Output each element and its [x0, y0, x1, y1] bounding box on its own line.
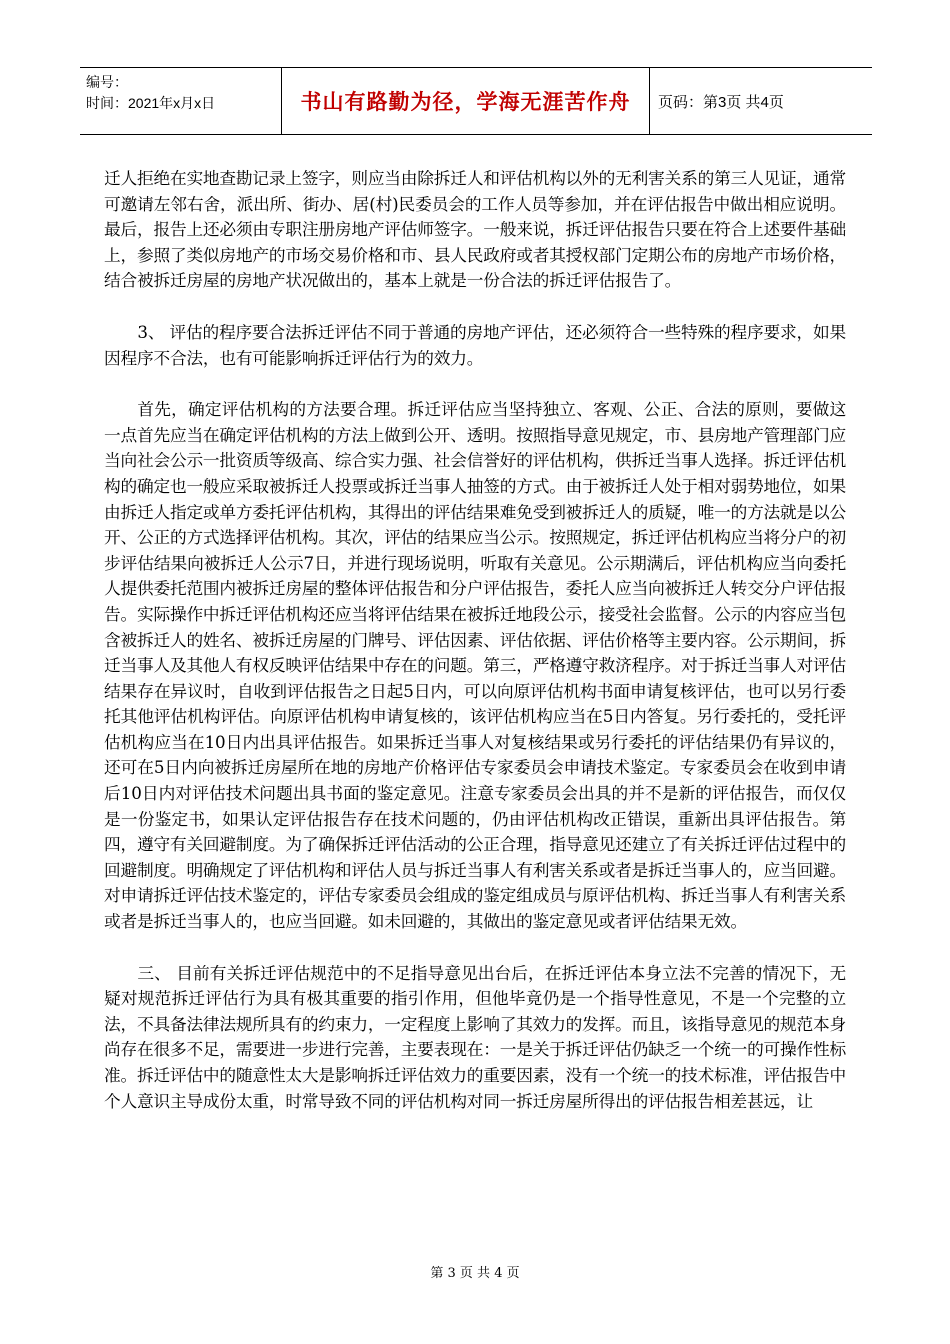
- page-footer: 第 3 页 共 4 页: [430, 1266, 520, 1281]
- paragraph-procedure: 首先，确定评估机构的方法要合理。拆迁评估应当坚持独立、客观、公正、合法的原则，要做这一点首先应当在确定评估机构的方法上做到公开、透明。按照指导意见规定，市、县房地产管理部门应当向社会公示一批资质等级高、综合实力强、社会信誉好的评估机构，供拆迁当事人选择。拆迁评估机构的确定也一般应采取被拆迁人投票或拆迁当事人抽签的方式。由于被拆迁人处于相对弱势地位，如果由拆迁人指定或单方委托评估机构，其得出的评估结果难免受到被拆迁人的质疑，唯一的方法就是以公开、公正的方式选择评估机构。其次，评估的结果应当公示。按照规定，拆迁评估机构应当将分户的初步评估结果向被拆迁人公示7日，并进行现场说明，听取有关意见。公示期满后，评估机构应当向委托人提供委托范围内被拆迁房屋的整体评估报告和分户评估报告，委托人应当向被拆迁人转交分户评估报告。实际操作中拆迁评估机构还应当将评估结果在被拆迁地段公示，接受社会监督。公示的内容应当包含被拆迁人的姓名、被拆迁房屋的门牌号、评估因素、评估依据、评估价格等主要内容。公示期间，拆迁当事人及其他人有权反映评估结果中存在的问题。第三，严格遵守救济程序。对于拆迁当事人对评估结果存在异议时，自收到评估报告之日起5日内，可以向原评估机构书面申请复核评估，也可以另行委托其他评估机构评估。向原评估机构申请复核的，该评估机构应当在5日内答复。另行委托的，受托评估机构应当在10日内出具评估报告。如果拆迁当事人对复核结果或另行委托的评估结果仍有异议的，还可在5日内向被拆迁房屋所在地的房地产价格评估专家委员会申请技术鉴定。专家委员会在收到申请后10日内对评估技术问题出具书面的鉴定意见。注意专家委员会出具的并不是新的评估报告，而仅仅是一份鉴定书，如果认定评估报告存在技术问题的，仍由评估机构改正错误，重新出具评估报告。第四，遵守有关回避制度。为了确保拆迁评估活动的公正合理，指导意见还建立了有关拆迁评估过程中的回避制度。明确规定了评估机构和评估人员与拆迁当事人有利害关系或者是拆迁当事人的，应当回避。对申请拆迁评估技术鉴定的，评估专家委员会组成的鉴定组成员与原评估机构、拆迁当事人有利害关系或者是拆迁当事人的，也应当回避。如未回避的，其做出的鉴定意见或者评估结果无效。: [104, 399, 846, 932]
- page-header: [80, 67, 872, 135]
- paragraph-section-three: 三、 目前有关拆迁评估规范中的不足指导意见出台后，在拆迁评估本身立法不完善的情况下，无疑对规范拆迁评估行为具有极其重要的指引作用，但他毕竟仍是一个指导性意见，不是一个完整的立法，不具备法律法规所具有的约束力，一定程度上影响了其效力的发挥。而且，该指导意见的规范本身尚存在很多不足，需要进一步进行完善，主要表现在：一是关于拆迁评估仍缺乏一个统一的可操作性标准。拆迁评估中的随意性太大是影响拆迁评估效力的重要因素，没有一个统一的技术标准，评估报告中个人意识主导成份太重，时常导致不同的评估机构对同一拆迁房屋所得出的评估报告相差甚远，让: [104, 962, 846, 1111]
- header-meta: [80, 68, 282, 134]
- document-body: [104, 166, 846, 1114]
- header-motto: 书山有路勤为径，学海无涯苦作舟: [282, 68, 650, 134]
- document-number-label: 编号：: [86, 74, 128, 90]
- paragraph-continued: 迁人拒绝在实地查勘记录上签字，则应当由除拆迁人和评估机构以外的无利害关系的第三人见证，通常可邀请左邻右舍，派出所、街办、居(村)民委员会的工作人员等参加，并在评估报告中做出相应说明。最后，报告上还必须由专职注册房地产评估师签字。一般来说，拆迁评估报告只要在符合上述要件基础上，参照了类似房地产的市场交易价格和市、县人民政府或者其授权部门定期公布的房地产市场价格，结合被拆迁房屋的房地产状况做出的，基本上就是一份合法的拆迁评估报告了。: [104, 168, 846, 291]
- document-time-label: 时间：2021年x月x日: [86, 95, 216, 111]
- paragraph-section-3: 3、 评估的程序要合法拆迁评估不同于普通的房地产评估，还必须符合一些特殊的程序要求，如果因程序不合法，也有可能影响拆迁评估行为的效力。: [104, 321, 846, 368]
- header-page-label: 页码：第3页 共4页: [658, 93, 784, 111]
